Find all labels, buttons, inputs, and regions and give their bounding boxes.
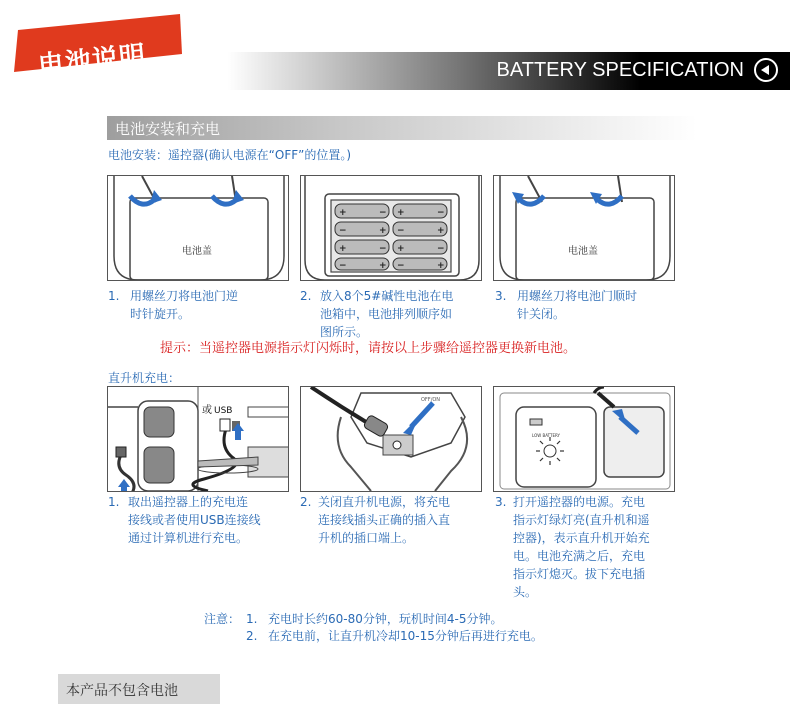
battery-cover-label-2: 电池盖 (568, 246, 598, 257)
step-line: 取出遥控器上的充电连 (128, 495, 249, 509)
svg-text:−: − (437, 208, 445, 218)
figure-close-battery-door (493, 175, 675, 281)
off-on-label: OFF/ON (421, 397, 441, 403)
section-title-bar (107, 116, 697, 140)
note-2-text: 在充电前，让直升机冷却10-15分钟后再进行充电。 (268, 629, 543, 643)
svg-text:−: − (339, 226, 347, 236)
or-label: 或 (202, 405, 212, 416)
step-line: 放入8个5#碱性电池在电 (320, 289, 454, 303)
step-line: 池箱中，电池排列顺序如 (320, 307, 453, 321)
svg-text:−: − (437, 244, 445, 254)
svg-text:+: + (339, 244, 347, 254)
step-line: 关闭直升机电源，将充电 (318, 495, 451, 509)
step-line: 升机的插口端上。 (318, 531, 415, 545)
step-number: 3. (495, 289, 507, 303)
figure-open-battery-door (107, 175, 289, 281)
step-line: 控器)，表示直升机开始充 (513, 531, 650, 545)
svg-text:+: + (397, 208, 405, 218)
low-battery-label: LOW BATTERY (532, 433, 560, 438)
step-number: 2. (300, 289, 312, 303)
step-line: 用螺丝刀将电池门顺时 (517, 289, 638, 303)
svg-text:−: − (379, 208, 387, 218)
svg-text:+: + (379, 226, 387, 236)
step-line: 电。电池充满之后，充电 (513, 549, 646, 563)
step-line: 接线或者使用USB连接线 (128, 513, 261, 527)
battery-cover-label: 电池盖 (182, 246, 212, 257)
note-1-number: 1. (246, 612, 258, 626)
figure-plug-helicopter (300, 386, 482, 492)
svg-text:−: − (397, 261, 405, 271)
figure-charging-cable (107, 386, 289, 492)
step-line: 通过计算机进行充电。 (128, 531, 249, 545)
svg-text:+: + (437, 261, 445, 271)
svg-text:−: − (339, 261, 347, 271)
section-title: 电池安装和充电 (115, 120, 221, 138)
no-battery-notice (58, 674, 220, 704)
note-1-text: 充电时长约60-80分钟，玩机时间4-5分钟。 (268, 612, 503, 626)
step-line: 用螺丝刀将电池门逆 (130, 289, 239, 303)
svg-text:+: + (379, 261, 387, 271)
svg-text:−: − (379, 244, 387, 254)
step-line: 指示灯熄灭。拔下充电插 (513, 567, 646, 581)
step-line: 打开遥控器的电源。充电 (513, 495, 646, 509)
step-line: 头。 (513, 585, 538, 599)
back-arrow-icon[interactable] (754, 58, 778, 82)
figure-battery-compartment (300, 175, 482, 281)
no-battery-notice-text: 本产品不包含电池 (66, 683, 178, 699)
svg-text:+: + (339, 208, 347, 218)
notes-label: 注意： (204, 612, 241, 626)
charging-title: 直升机充电： (108, 371, 181, 385)
svg-text:+: + (397, 244, 405, 254)
figure-indicator-light (493, 386, 675, 492)
step-line: 时针旋开。 (130, 307, 191, 321)
svg-text:−: − (397, 226, 405, 236)
step-line: 图所示。 (320, 325, 369, 339)
step-number: 3. (495, 495, 507, 509)
header-title: BATTERY SPECIFICATION (496, 59, 744, 81)
step-number: 2. (300, 495, 312, 509)
step-number: 1. (108, 289, 120, 303)
step-line: 连接线插头正确的插入直 (318, 513, 451, 527)
battery-tip: 提示：当遥控器电源指示灯闪烁时，请按以上步骤给遥控器更换新电池。 (160, 341, 577, 356)
step-line: 指示灯绿灯亮(直升机和遥 (513, 513, 650, 527)
battery-install-intro: 电池安装：遥控器(确认电源在“OFF”的位置。) (108, 148, 352, 162)
step-line: 针关闭。 (517, 307, 566, 321)
step-number: 1. (108, 495, 120, 509)
battery-info-tag (12, 14, 184, 82)
note-2-number: 2. (246, 629, 258, 643)
svg-text:+: + (437, 226, 445, 236)
usb-label: USB (214, 406, 233, 416)
battery-info-tag-text: 电池说明 (36, 40, 148, 82)
